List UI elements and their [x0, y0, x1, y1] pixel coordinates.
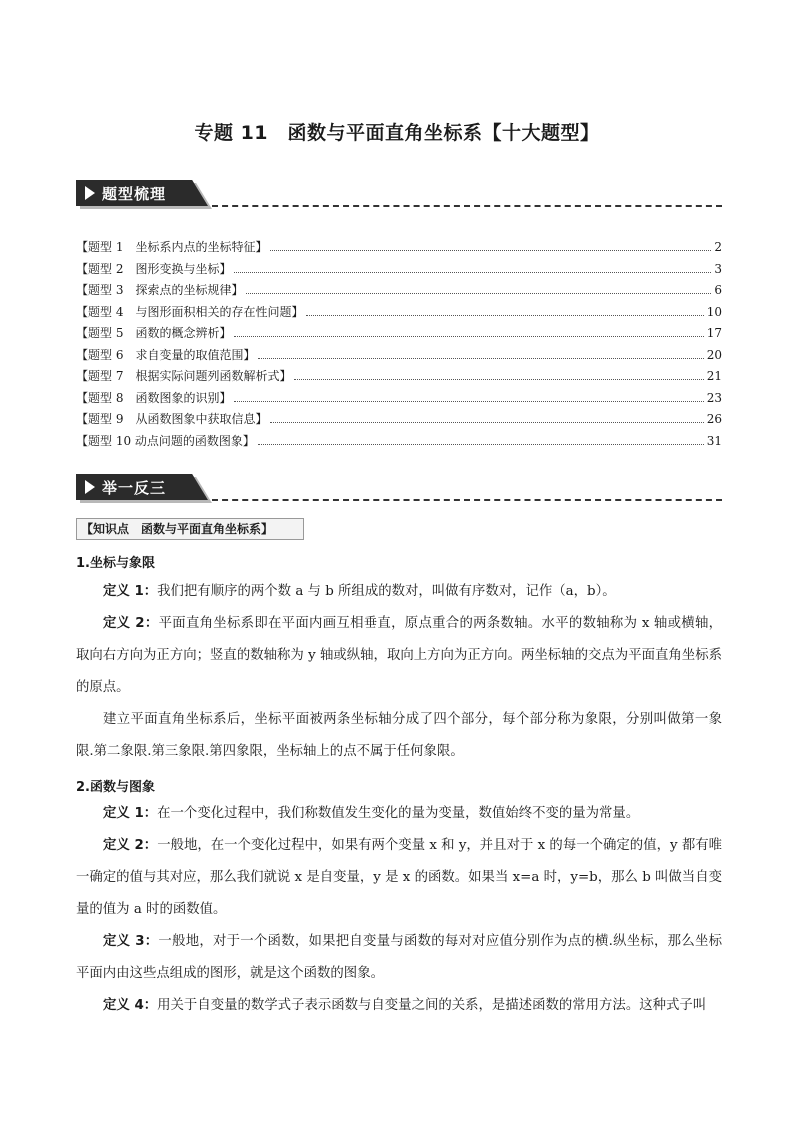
- toc-leader: [306, 315, 703, 316]
- dashed-divider: [212, 205, 722, 207]
- definition-paragraph: [76, 830, 722, 926]
- body-paragraph: [76, 704, 722, 768]
- heading-coordinates: 1.坐标与象限: [76, 556, 155, 571]
- toc-item[interactable]: [76, 324, 722, 346]
- definition-text: 一般地，在一个变化过程中，如果有两个变量 x 和 y，并且对于 x 的每一个确定的值，y 都有唯一确定的值与其对应，那么我们就说 x 是自变量，y 是 x 的函数。如果当 x=a 时，y=b，那么 b 叫做当自变量的值为 a 时的函数值。: [76, 838, 722, 917]
- toc-item-title: 【题型 6 求自变量的取值范围】: [76, 347, 256, 362]
- toc-leader: [258, 358, 703, 359]
- toc-item-title: 【题型 3 探索点的坐标规律】: [76, 283, 244, 297]
- definition-label: 定义 2：: [103, 838, 158, 853]
- section-header-question-types: [76, 180, 722, 210]
- definition-label: 定义 3：: [103, 934, 159, 949]
- toc-item-title: 【题型 7 根据实际问题列函数解析式】: [76, 369, 292, 383]
- section-label: 举一反三: [102, 479, 167, 497]
- toc-item-title: 【题型 1 坐标系内点的坐标特征】: [76, 240, 268, 254]
- toc-item[interactable]: [76, 303, 722, 325]
- definition-paragraph: [76, 798, 722, 830]
- section-header-examples: [76, 474, 722, 504]
- toc-leader: [258, 444, 704, 445]
- toc-item[interactable]: [76, 389, 722, 411]
- definition-label: 定义 2：: [103, 616, 159, 631]
- toc-item[interactable]: [76, 281, 722, 303]
- toc-leader: [294, 379, 703, 380]
- toc-item[interactable]: [76, 346, 722, 368]
- definition-paragraph: [76, 926, 722, 990]
- dashed-divider: [212, 499, 722, 501]
- toc-item-page: 10: [706, 304, 722, 319]
- toc-item[interactable]: [76, 410, 722, 432]
- table-of-contents: [76, 238, 722, 453]
- definition-text: 在一个变化过程中，我们称数值发生变化的量为变量，数值始终不变的量为常量。: [157, 806, 640, 821]
- definition-text: 平面直角坐标系即在平面内画互相垂直，原点重合的两条数轴。水平的数轴称为 x 轴或横轴，取向右方向为正方向；竖直的数轴称为 y 轴或纵轴，取向上方向为正方向。两坐标轴的交点为平面直角坐标系的原点。: [76, 616, 723, 695]
- definition-label: 定义 4：: [103, 998, 158, 1013]
- definition-paragraph: [76, 576, 722, 608]
- play-arrow-icon: [85, 480, 95, 494]
- definition-paragraph: [76, 990, 722, 1022]
- paragraph-text: 建立平面直角坐标系后，坐标平面被两条坐标轴分成了四个部分，每个部分称为象限，分别叫做第一象限.第二象限.第三象限.第四象限，坐标轴上的点不属于任何象限。: [76, 712, 722, 759]
- definition-label: 定义 1：: [103, 584, 158, 599]
- toc-item-title: 【题型 9 从函数图象中获取信息】: [76, 412, 268, 426]
- toc-item-page: 3: [714, 261, 722, 276]
- toc-leader: [246, 293, 711, 294]
- definition-label: 定义 1：: [103, 806, 158, 821]
- toc-item-title: 【题型 5 函数的概念辨析】: [76, 326, 232, 340]
- toc-item-page: 6: [714, 283, 722, 297]
- toc-item-title: 【题型 8 函数图象的识别】: [76, 390, 232, 405]
- toc-item[interactable]: [76, 367, 722, 389]
- page-title: 专题 11 函数与平面直角坐标系【十大题型】: [194, 122, 600, 144]
- toc-item-page: 17: [706, 326, 722, 340]
- toc-leader: [234, 401, 703, 402]
- toc-item-page: 21: [706, 369, 722, 383]
- definition-text: 我们把有顺序的两个数 a 与 b 所组成的数对，叫做有序数对，记作（a，b）。: [157, 584, 616, 599]
- toc-item-title: 【题型 4 与图形面积相关的存在性问题】: [76, 304, 304, 319]
- definition-text: 用关于自变量的数学式子表示函数与自变量之间的关系，是描述函数的常用方法。这种式子叫: [157, 998, 707, 1013]
- section-label: 题型梳理: [102, 185, 167, 203]
- play-arrow-icon: [85, 186, 95, 200]
- heading-functions: 2.函数与图象: [76, 780, 155, 795]
- toc-item-title: 【题型 2 图形变换与坐标】: [76, 261, 232, 276]
- definition-paragraph: [76, 608, 722, 704]
- toc-leader: [270, 422, 703, 423]
- toc-leader: [270, 250, 711, 251]
- toc-leader: [234, 336, 703, 337]
- toc-leader: [234, 272, 711, 273]
- toc-item-page: 20: [706, 347, 722, 362]
- toc-item-page: 23: [706, 390, 722, 405]
- definition-text: 一般地，对于一个函数，如果把自变量与函数的每对对应值分别作为点的横.纵坐标，那么坐标平面内由这些点组成的图形，就是这个函数的图象。: [76, 934, 722, 981]
- toc-item[interactable]: [76, 260, 722, 282]
- toc-item-page: 2: [714, 240, 722, 254]
- toc-item-page: 31: [706, 433, 722, 448]
- toc-item-title: 【题型 10 动点问题的函数图象】: [76, 433, 255, 448]
- toc-item[interactable]: [76, 432, 722, 454]
- toc-item[interactable]: [76, 238, 722, 260]
- toc-item-page: 26: [706, 412, 722, 426]
- knowledge-point-box: 【知识点 函数与平面直角坐标系】: [76, 518, 304, 540]
